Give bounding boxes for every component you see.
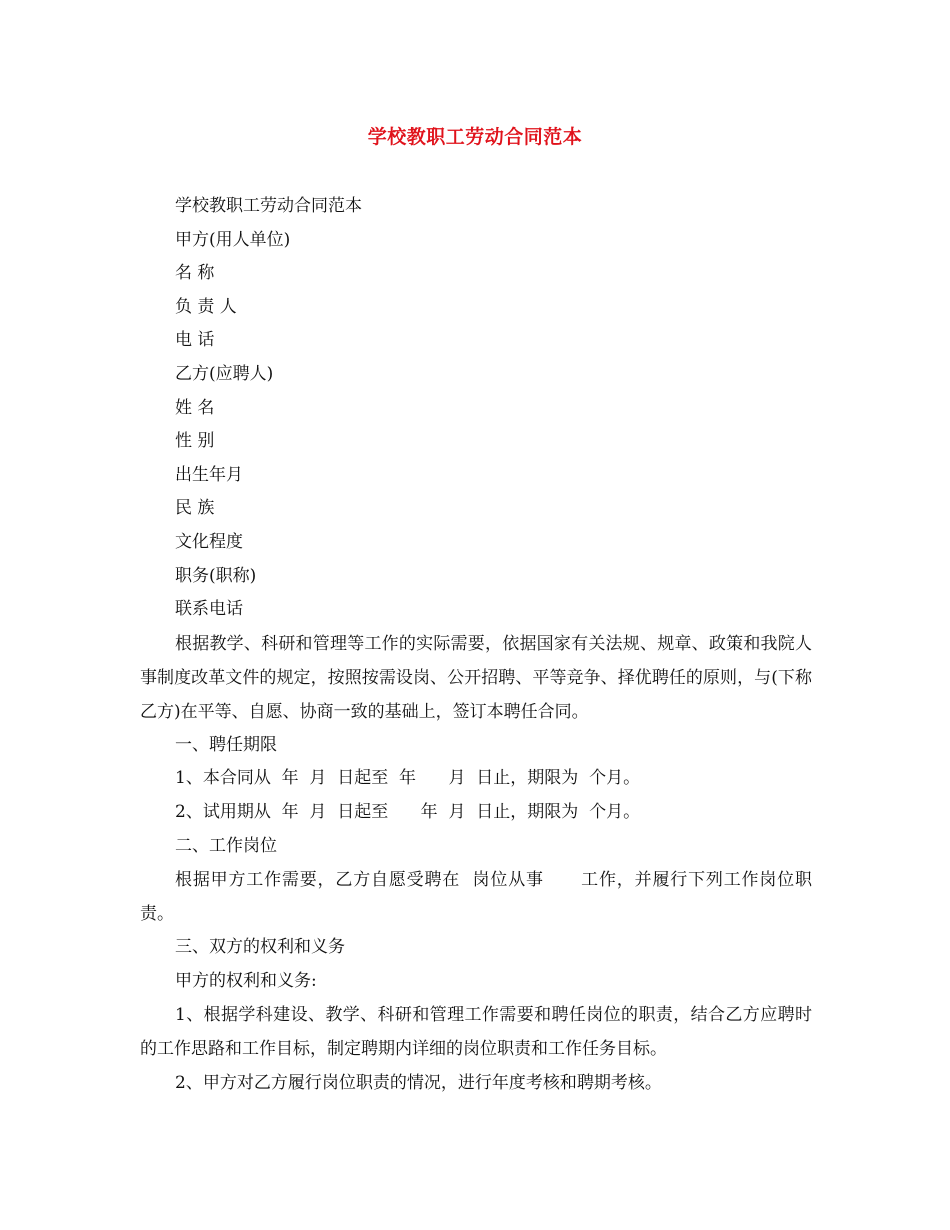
- field-contact-phone: 联系电话: [175, 599, 243, 620]
- field-full-name: 姓 名: [175, 397, 215, 418]
- section-1-heading: 一、聘任期限: [175, 734, 277, 755]
- section-2-paragraph: 根据甲方工作需要，乙方自愿受聘在 岗位从事 工作，并履行下列工作岗位职责。: [140, 870, 812, 925]
- party-a-label: 甲方(用人单位): [175, 229, 291, 250]
- section-3-heading: 三、双方的权利和义务: [175, 937, 345, 958]
- intro-paragraph: 根据教学、科研和管理等工作的实际需要，依据国家有关法规、规章、政策和我院人事制度改革文件的规定，按照按需设岗、公开招聘、平等竞争、择优聘任的原则，与(下称乙方)在平等、自愿、协商一致的基础上，签订本聘任合同。: [140, 633, 812, 722]
- field-name: 名 称: [175, 263, 215, 284]
- field-person-in-charge: 负 责 人: [175, 296, 237, 317]
- party-a-item-1: 1、根据学科建设、教学、科研和管理工作需要和聘任岗位的职责，结合乙方应聘时的工作思路和工作目标，制定聘期内详细的岗位职责和工作任务目标。: [140, 1005, 812, 1060]
- party-a-item-2: 2、甲方对乙方履行岗位职责的情况，进行年度考核和聘期考核。: [175, 1073, 662, 1094]
- field-gender: 性 别: [175, 431, 215, 452]
- section-1-item-2: 2、试用期从 年 月 日起至 年 月 日止，期限为 个月。: [175, 801, 641, 822]
- document-title: 学校教职工劳动合同范本: [367, 126, 583, 148]
- field-ethnicity: 民 族: [175, 498, 215, 519]
- field-phone: 电 话: [175, 330, 215, 351]
- document-body: [140, 190, 812, 1100]
- field-birth-date: 出生年月: [175, 464, 243, 485]
- party-a-rights-heading: 甲方的权利和义务:: [175, 970, 317, 991]
- section-2-heading: 二、工作岗位: [175, 835, 277, 856]
- field-position-title: 职务(职称): [175, 565, 257, 586]
- party-b-label: 乙方(应聘人): [175, 363, 274, 384]
- field-education: 文化程度: [175, 531, 243, 552]
- contract-heading-line: 学校教职工劳动合同范本: [175, 196, 362, 216]
- section-1-item-1: 1、本合同从 年 月 日起至 年 月 日止，期限为 个月。: [175, 768, 641, 789]
